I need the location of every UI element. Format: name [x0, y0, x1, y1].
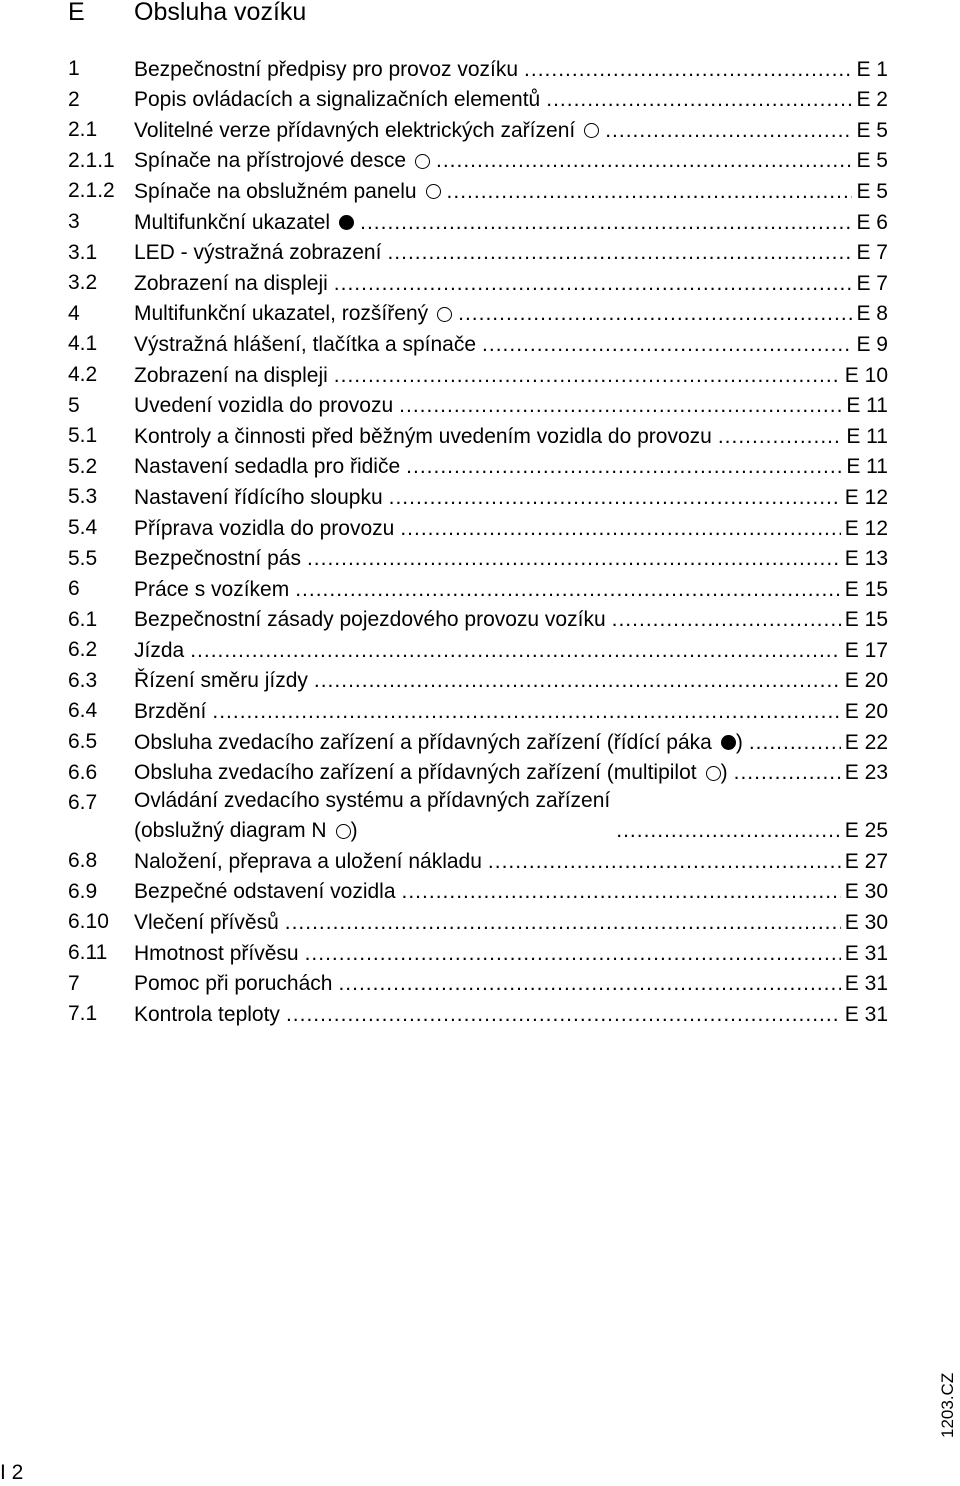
toc-entry-number: 2.1.1 — [68, 148, 115, 172]
toc-entry-title: Multifunkční ukazatel, rozšířený — [134, 302, 429, 326]
toc-entry-page: E 9 — [856, 332, 888, 356]
toc-entry[interactable] — [68, 846, 888, 877]
dot-leader — [458, 299, 852, 329]
toc-entry[interactable] — [68, 938, 888, 969]
empty-circle-icon — [336, 824, 351, 839]
toc-entry-number: 6.2 — [68, 638, 98, 662]
toc-entry-title: Popis ovládacích a signalizačních elementů — [134, 88, 541, 112]
toc-entry-page: E 15 — [844, 577, 888, 601]
toc-entry-number: 6.8 — [68, 849, 98, 873]
toc-entry-page: E 5 — [856, 118, 888, 142]
dot-leader — [749, 728, 841, 758]
toc-entry-title: Volitelné verze přídavných elektrických zařízení — [134, 118, 576, 142]
toc-entry-title: Obsluha zvedacího zařízení a přídavných zařízení (multipilot — [134, 761, 697, 785]
toc-entry[interactable] — [68, 482, 888, 513]
toc-entry-page: E 23 — [844, 761, 888, 785]
toc-entry[interactable] — [68, 907, 888, 938]
toc-entry[interactable] — [68, 85, 888, 116]
dot-leader — [447, 177, 853, 207]
dot-leader — [406, 452, 842, 482]
toc-entry-number: 3.2 — [68, 271, 98, 295]
toc-entry[interactable] — [68, 360, 888, 391]
toc-entry[interactable] — [68, 268, 888, 299]
toc-entry-number: 6.4 — [68, 699, 98, 723]
toc-entry-page: E 8 — [856, 302, 888, 326]
toc-entry-number: 5.1 — [68, 424, 98, 448]
chapter-title: Obsluha vozíku — [134, 0, 307, 26]
toc-entry-page: E 27 — [844, 849, 888, 873]
empty-circle-icon — [437, 307, 452, 322]
toc-entry-number: 1 — [68, 57, 80, 80]
toc-entry-page: E 6 — [856, 210, 888, 234]
toc-entry-suffix: ) — [735, 730, 743, 754]
empty-circle-icon — [426, 184, 441, 199]
chapter-letter: E — [68, 0, 85, 26]
dot-leader — [334, 269, 853, 299]
toc-entry-number: 6.6 — [68, 760, 98, 784]
toc-entry[interactable] — [68, 452, 888, 483]
toc-entry[interactable] — [68, 329, 888, 360]
toc-entry-page: E 22 — [844, 730, 888, 754]
toc-entry-page: E 5 — [856, 149, 888, 173]
toc-entry-number: 6.9 — [68, 879, 98, 903]
toc-entry-page: E 30 — [844, 880, 888, 904]
toc-entry-number: 2.1 — [68, 118, 98, 142]
toc-entry[interactable] — [68, 574, 888, 605]
toc-entry[interactable] — [68, 877, 888, 908]
toc-entry-title: Spínače na přístrojové desce — [134, 149, 406, 173]
toc-entry-suffix: ) — [720, 761, 728, 785]
toc-entry-number: 4.1 — [68, 332, 98, 356]
toc-entry-title: LED - výstražná zobrazení — [134, 241, 382, 265]
toc-entry-suffix: ) — [350, 819, 358, 843]
toc-entry-number: 7 — [68, 971, 80, 995]
dot-leader — [389, 483, 841, 513]
dot-leader — [612, 605, 841, 635]
toc-entry-page: E 12 — [844, 516, 888, 540]
dot-leader — [402, 877, 841, 907]
toc-entry[interactable] — [68, 666, 888, 697]
toc-entry[interactable] — [68, 969, 888, 1000]
toc-entry-number: 6.7 — [68, 791, 98, 815]
toc-entry-title: Spínače na obslužném panelu — [134, 179, 417, 203]
toc-entry[interactable] — [68, 605, 888, 636]
toc-entry[interactable] — [68, 391, 888, 422]
empty-circle-icon — [415, 154, 430, 169]
dot-leader — [387, 238, 852, 268]
toc-entry[interactable] — [68, 696, 888, 727]
toc-entry-page: E 11 — [846, 424, 888, 448]
toc-entry[interactable] — [68, 146, 888, 177]
toc-entry-title: Příprava vozidla do provozu — [134, 516, 395, 540]
toc-entry-title: Zobrazení na displeji — [134, 271, 328, 295]
toc-entry-page: E 20 — [844, 669, 888, 693]
toc-entry-title: Řízení směru jízdy — [134, 669, 308, 693]
toc-entry-page: E 11 — [846, 455, 888, 479]
filled-circle-icon — [339, 215, 354, 230]
toc-entry-number: 5.2 — [68, 454, 98, 478]
toc-entry-number: 6 — [68, 577, 80, 601]
dot-leader — [295, 575, 841, 605]
dot-leader — [285, 908, 841, 938]
toc-entry[interactable] — [68, 421, 888, 452]
toc-entry-page: E 12 — [844, 485, 888, 509]
dot-leader — [399, 391, 842, 421]
toc-entry-title: Bezpečnostní předpisy pro provoz vozíku — [134, 57, 519, 81]
toc-entry-number: 3 — [68, 209, 80, 233]
toc-entry[interactable] — [68, 176, 888, 207]
toc-entry-title: Uvedení vozidla do provozu — [134, 394, 394, 418]
dot-leader — [400, 514, 840, 544]
toc-entry-title: Jízda — [134, 638, 185, 662]
toc-entry-title: Výstražná hlášení, tlačítka a spínače — [134, 332, 477, 356]
toc-entry-number: 4 — [68, 301, 80, 325]
toc-entry-number: 7.1 — [68, 1002, 98, 1026]
toc-entry-title: Nastavení řídícího sloupku — [134, 485, 383, 509]
toc-entry[interactable] — [68, 207, 888, 238]
toc-entry-page: E 25 — [844, 819, 888, 843]
dot-leader — [314, 666, 841, 696]
toc-entry[interactable] — [68, 788, 888, 846]
toc-entry-number: 2.1.2 — [68, 179, 115, 203]
toc-entry-number: 6.3 — [68, 668, 98, 692]
dot-leader — [305, 939, 841, 969]
dot-leader — [734, 758, 841, 788]
toc-entry-title: Brzdění — [134, 700, 207, 724]
dot-leader — [488, 847, 841, 877]
chapter-heading — [68, 0, 306, 30]
toc-entry-page: E 2 — [856, 88, 888, 112]
toc-entry-title: Pomoc při poruchách — [134, 972, 333, 996]
toc-entry[interactable] — [68, 727, 888, 758]
toc-entry-title: Bezpečnostní pás — [134, 547, 301, 571]
toc-entry-title: Hmotnost přívěsu — [134, 941, 299, 965]
toc-entry[interactable] — [68, 635, 888, 666]
toc-entry-number: 2 — [68, 87, 80, 111]
toc-entry-number: 5.3 — [68, 485, 98, 509]
toc-entry-page: E 17 — [844, 638, 888, 662]
toc-entry[interactable] — [68, 999, 888, 1030]
toc-entry[interactable] — [68, 54, 888, 85]
empty-circle-icon — [584, 123, 599, 138]
toc-entry-page: E 31 — [844, 941, 888, 965]
toc-entry-title: Nastavení sedadla pro řidiče — [134, 455, 401, 479]
toc-entry[interactable] — [68, 238, 888, 269]
toc-entry[interactable] — [68, 758, 888, 789]
toc-entry-number: 6.1 — [68, 607, 98, 631]
dot-leader — [524, 55, 852, 85]
dot-leader — [616, 816, 841, 846]
toc-entry[interactable] — [68, 115, 888, 146]
dot-leader — [190, 636, 841, 666]
toc-entry-title: Naložení, přeprava a uložení nákladu — [134, 849, 482, 873]
toc-entry-title: (obslužný diagram N — [134, 819, 327, 843]
toc-entry-title: Kontrola teploty — [134, 1002, 280, 1026]
dot-leader — [212, 697, 840, 727]
toc-entry-title: Bezpečnostní zásady pojezdového provozu vozíku — [134, 608, 606, 632]
toc-entry-number: 3.1 — [68, 240, 98, 264]
toc-entry-title: Obsluha zvedacího zařízení a přídavných zařízení (řídící páka — [134, 730, 712, 754]
dot-leader — [334, 361, 841, 391]
toc-entry-page: E 5 — [856, 179, 888, 203]
toc-entry[interactable] — [68, 299, 888, 330]
toc-entry-page: E 10 — [844, 363, 888, 387]
toc-entry-number: 6.10 — [68, 910, 109, 934]
toc-entry-number: 5.5 — [68, 546, 98, 570]
toc-entry-title: Práce s vozíkem — [134, 577, 290, 601]
filled-circle-icon — [721, 735, 736, 750]
toc-entry-title: Vlečení přívěsů — [134, 911, 279, 935]
toc-entry-number: 6.5 — [68, 730, 98, 754]
dot-leader — [360, 208, 852, 238]
dot-leader — [718, 422, 843, 452]
toc-entry-page: E 7 — [856, 271, 888, 295]
toc-entry-page: E 7 — [856, 241, 888, 265]
document-code: 1203.CZ — [938, 1372, 957, 1438]
toc-entry-page: E 31 — [844, 972, 888, 996]
dot-leader — [546, 85, 852, 115]
toc-entry-page: E 13 — [844, 547, 888, 571]
toc-entry-page: E 15 — [844, 608, 888, 632]
dot-leader — [482, 330, 852, 360]
dot-leader — [436, 146, 852, 176]
dot-leader — [286, 1000, 841, 1030]
toc-entry-page: E 11 — [846, 394, 888, 418]
toc-entry[interactable] — [68, 544, 888, 575]
toc-entry-page: E 1 — [856, 57, 888, 81]
toc-entry-number: 5.4 — [68, 515, 98, 539]
dot-leader — [307, 544, 841, 574]
toc-entry-page: E 30 — [844, 911, 888, 935]
toc-entry-page: E 31 — [844, 1002, 888, 1026]
toc-entry-number: 4.2 — [68, 362, 98, 386]
table-of-contents — [68, 54, 888, 1030]
toc-entry-title: Ovládání zvedacího systému a přídavných zařízení — [134, 789, 611, 813]
toc-entry-title: Multifunkční ukazatel — [134, 210, 331, 234]
toc-entry-number: 6.11 — [68, 941, 108, 965]
page-number: I 2 — [0, 1461, 24, 1484]
toc-entry-page: E 20 — [844, 700, 888, 724]
toc-entry-title: Zobrazení na displeji — [134, 363, 328, 387]
dot-leader — [605, 116, 852, 146]
toc-entry-number: 5 — [68, 393, 80, 417]
empty-circle-icon — [706, 766, 721, 781]
dot-leader — [338, 969, 840, 999]
toc-entry-title: Bezpečné odstavení vozidla — [134, 880, 396, 904]
toc-entry[interactable] — [68, 513, 888, 544]
toc-entry-title: Kontroly a činnosti před běžným uvedením vozidla do provozu — [134, 424, 712, 448]
